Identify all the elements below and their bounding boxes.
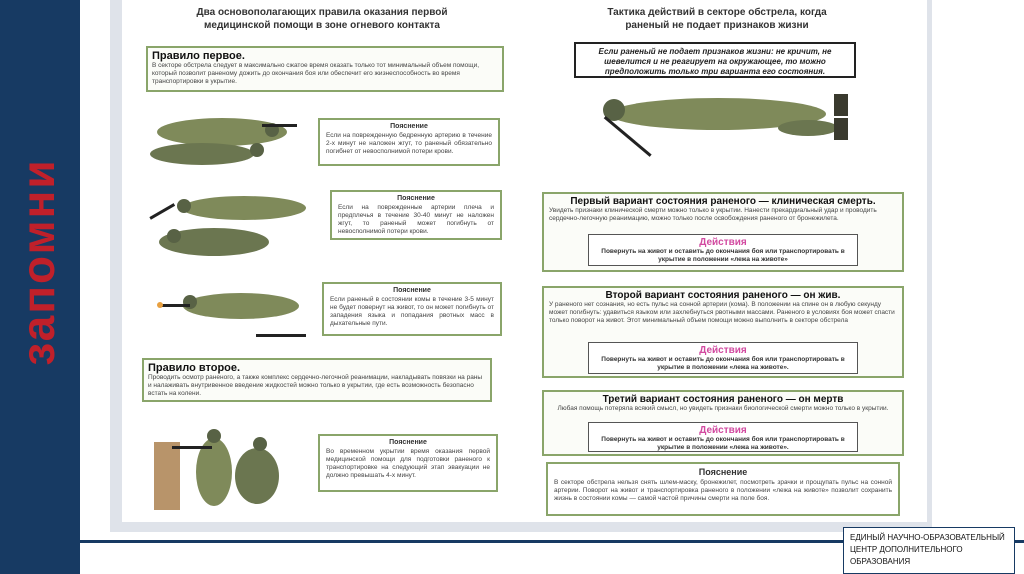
final-note-text: В секторе обстрела нельзя снять шлем-маску, бронежилет, посмотреть зрачки и прощупать пульс на сонной артерии. Поворот на живот и транспортировка раненого в положении «лежа на животе» позволит сохранить жизнь в состоянии комы — самой частой причины смерти на поле боя. [554, 479, 892, 502]
note-shelter-box [318, 434, 498, 492]
variant-two-heading: Второй вариант состояния раненого — он жив. [605, 290, 841, 301]
variant-one-box [542, 192, 904, 272]
variant-one-actions [588, 234, 858, 266]
note-femoral-heading: Пояснение [390, 123, 428, 130]
variant-one-heading: Первый вариант состояния раненого — клиническая смерть. [570, 196, 876, 207]
note-arm-text: Если на поврежденные артерии плеча и предплечья в течение 30-40 минут не наложен жгут, то раненый может погибнуть от невосполнимой потери крови. [338, 204, 494, 235]
rule-one-box [146, 46, 504, 92]
variant-three-actions [588, 422, 858, 452]
soldiers-illustration-3 [146, 282, 316, 352]
variant-one-actions-text: Повернуть на живот и оставить до окончания боя или транспортировать в укрытие в положении «лежа на животе» [601, 248, 845, 263]
note-shelter-text: Во временном укрытии время оказания первой медицинской помощи для подготовки раненого к транспортировке на следующий этап эвакуации не должно превышать 4-х минут. [326, 448, 490, 479]
note-arm-heading: Пояснение [397, 195, 435, 202]
final-note-box [546, 462, 900, 516]
rule-two-heading: Правило второе. [148, 362, 241, 374]
variant-two-actions-title: Действия [699, 345, 747, 356]
variant-two-actions [588, 342, 858, 374]
soldiers-illustration-1 [142, 92, 302, 170]
intro-box: Если раненый не подает признаков жизни: не кричит, не шевелится и не реагирует на окружающее, то можно предположить только три варианта его состояния. [574, 42, 856, 78]
note-arm-box [330, 190, 502, 240]
side-label: запомни [12, 158, 64, 366]
note-femoral-text: Если на поврежденную бедренную артерию в течение 2-х минут не наложен жгут, то раненый обязательно погибнет от невосполнимой потери крови. [326, 132, 492, 155]
variant-three-heading: Третий вариант состояния раненого — он мертв [602, 394, 844, 405]
right-title: Тактика действий в секторе обстрела, когда раненый не подает признаков жизни [607, 7, 827, 31]
lying-soldier-illustration [588, 80, 868, 180]
soldiers-illustration-4 [152, 412, 302, 512]
soldiers-illustration-2 [144, 180, 314, 270]
variant-three-actions-text: Повернуть на живот и оставить до окончания боя или транспортировать в укрытие в положении «лежа на животе». [601, 436, 845, 451]
rule-two-box [142, 358, 492, 402]
variant-two-actions-text: Повернуть на живот и оставить до окончания боя или транспортировать в укрытие в положении «лежа на животе». [601, 356, 845, 371]
variant-three-box [542, 390, 904, 456]
final-note-heading: Пояснение [698, 467, 748, 477]
left-title: Два основополагающих правила оказания первой медицинской помощи в зоне огневого контакта [196, 7, 448, 31]
rule-one-text: В секторе обстрела следует в максимально сжатое время оказать только тот минимальный объем помощи, который позволит раненому дожить до окончания боя или обеспечит его жизнеспособность во время транспортировки в укрытие. [152, 62, 480, 85]
variant-two-text: У раненого нет сознания, но есть пульс на сонной артерии (кома). В положении на спине он в любую секунду может погибнуть: удавиться языком или захлебнуться рвотными массами. Раненого в условиях боя может спасти только поворот на живот. Этот минимальный объем помощи можно выполнить в секторе обстрела [549, 301, 895, 324]
org-label: ЕДИНЫЙ НАУЧНО-ОБРАЗОВАТЕЛЬНЫЙ ЦЕНТР ДОПОЛНИТЕЛЬНОГО ОБРАЗОВАНИЯ [843, 527, 1015, 574]
rule-one-heading: Правило первое. [152, 50, 245, 62]
poster-sheet [122, 0, 927, 522]
note-shelter-heading: Пояснение [389, 439, 427, 446]
note-coma-text: Если раненый в состоянии комы в течение 3-5 минут не будет повернут на живот, то он может погибнуть от западения языка и попадания рвотных масс в дыхательные пути. [330, 296, 494, 327]
rule-two-text: Проводить осмотр раненого, а также комплекс сердечно-легочной реанимации, накладывать повязки на раны и налаживать внутривенное введение жидкостей можно только в укрытии, где есть возможность безопасно встать на колени. [148, 374, 483, 397]
note-coma-box [322, 282, 502, 336]
side-bar [0, 0, 80, 574]
note-femoral-box [318, 118, 500, 166]
variant-one-actions-title: Действия [699, 237, 747, 248]
note-coma-heading: Пояснение [393, 287, 431, 294]
variant-two-box [542, 286, 904, 378]
variant-three-actions-title: Действия [699, 425, 747, 436]
variant-one-text: Увидеть признаки клинической смерти можно только в укрытии. Нанести прекардиальный удар и проводить сердечно-легочную реанимацию, можно только после освобождения раненого от бронежилета. [549, 207, 877, 222]
variant-three-text: Любая помощь потеряла всякий смысл, но увидеть признаки биологической смерти можно только в укрытии. [557, 405, 889, 412]
